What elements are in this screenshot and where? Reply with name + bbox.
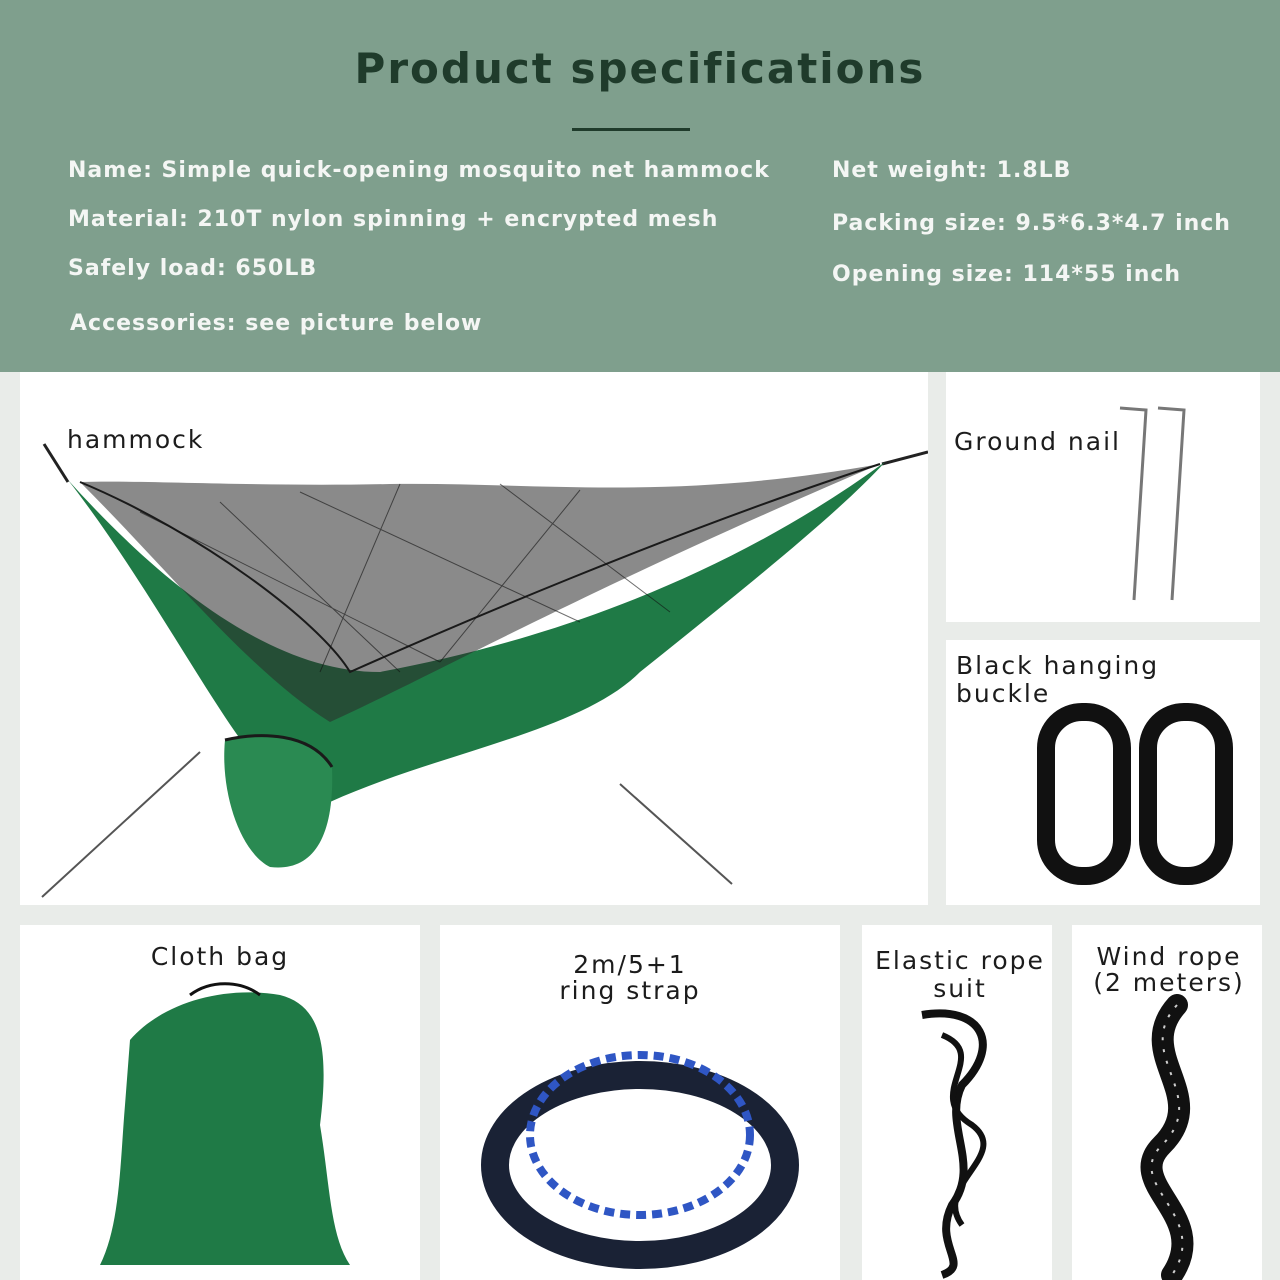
wind-rope-panel (1072, 925, 1262, 1280)
wind-rope-label-line1: Wind rope (1096, 942, 1242, 971)
title-underline (572, 128, 690, 131)
hammock-panel (20, 372, 928, 905)
ring-strap-label-line1: 2m/5+1 (573, 950, 687, 979)
ring-strap-label-line2: ring strap (559, 976, 701, 1005)
elastic-rope-image (862, 925, 1052, 1280)
elastic-rope-label-line2: suit (933, 974, 987, 1003)
carabiner-image (946, 640, 1260, 905)
hammock-label: hammock (67, 425, 205, 454)
ring-strap-panel (440, 925, 840, 1280)
elastic-rope-label-line1: Elastic rope (875, 946, 1045, 975)
hammock-image (20, 372, 928, 905)
spec-name: Name: Simple quick-opening mosquito net hammock (68, 158, 770, 183)
buckle-label-line2: buckle (956, 679, 1051, 708)
page-title: Product specifications (354, 44, 926, 93)
spec-opening-size: Opening size: 114*55 inch (832, 262, 1182, 287)
ring-strap-image (440, 925, 840, 1280)
ground-nail-label: Ground nail (954, 427, 1121, 456)
cloth-bag-panel (20, 925, 420, 1280)
spec-net-weight: Net weight: 1.8LB (832, 158, 1072, 183)
buckle-panel (946, 640, 1260, 905)
cloth-bag-label: Cloth bag (150, 942, 290, 971)
ground-nail-image (946, 372, 1260, 622)
wind-rope-label-line2: (2 meters) (1093, 968, 1245, 997)
spec-safe-load: Safely load: 650LB (68, 256, 318, 281)
spec-accessories: Accessories: see picture below (70, 311, 483, 336)
spec-material: Material: 210T nylon spinning + encrypted mesh (68, 207, 719, 232)
spec-header (0, 0, 1280, 372)
ground-nail-panel (946, 372, 1260, 622)
spec-packing-size: Packing size: 9.5*6.3*4.7 inch (832, 211, 1231, 236)
buckle-label-line1: Black hanging (956, 651, 1160, 680)
cloth-bag-image (20, 925, 420, 1280)
elastic-rope-panel (862, 925, 1052, 1280)
wind-rope-image (1072, 925, 1262, 1280)
